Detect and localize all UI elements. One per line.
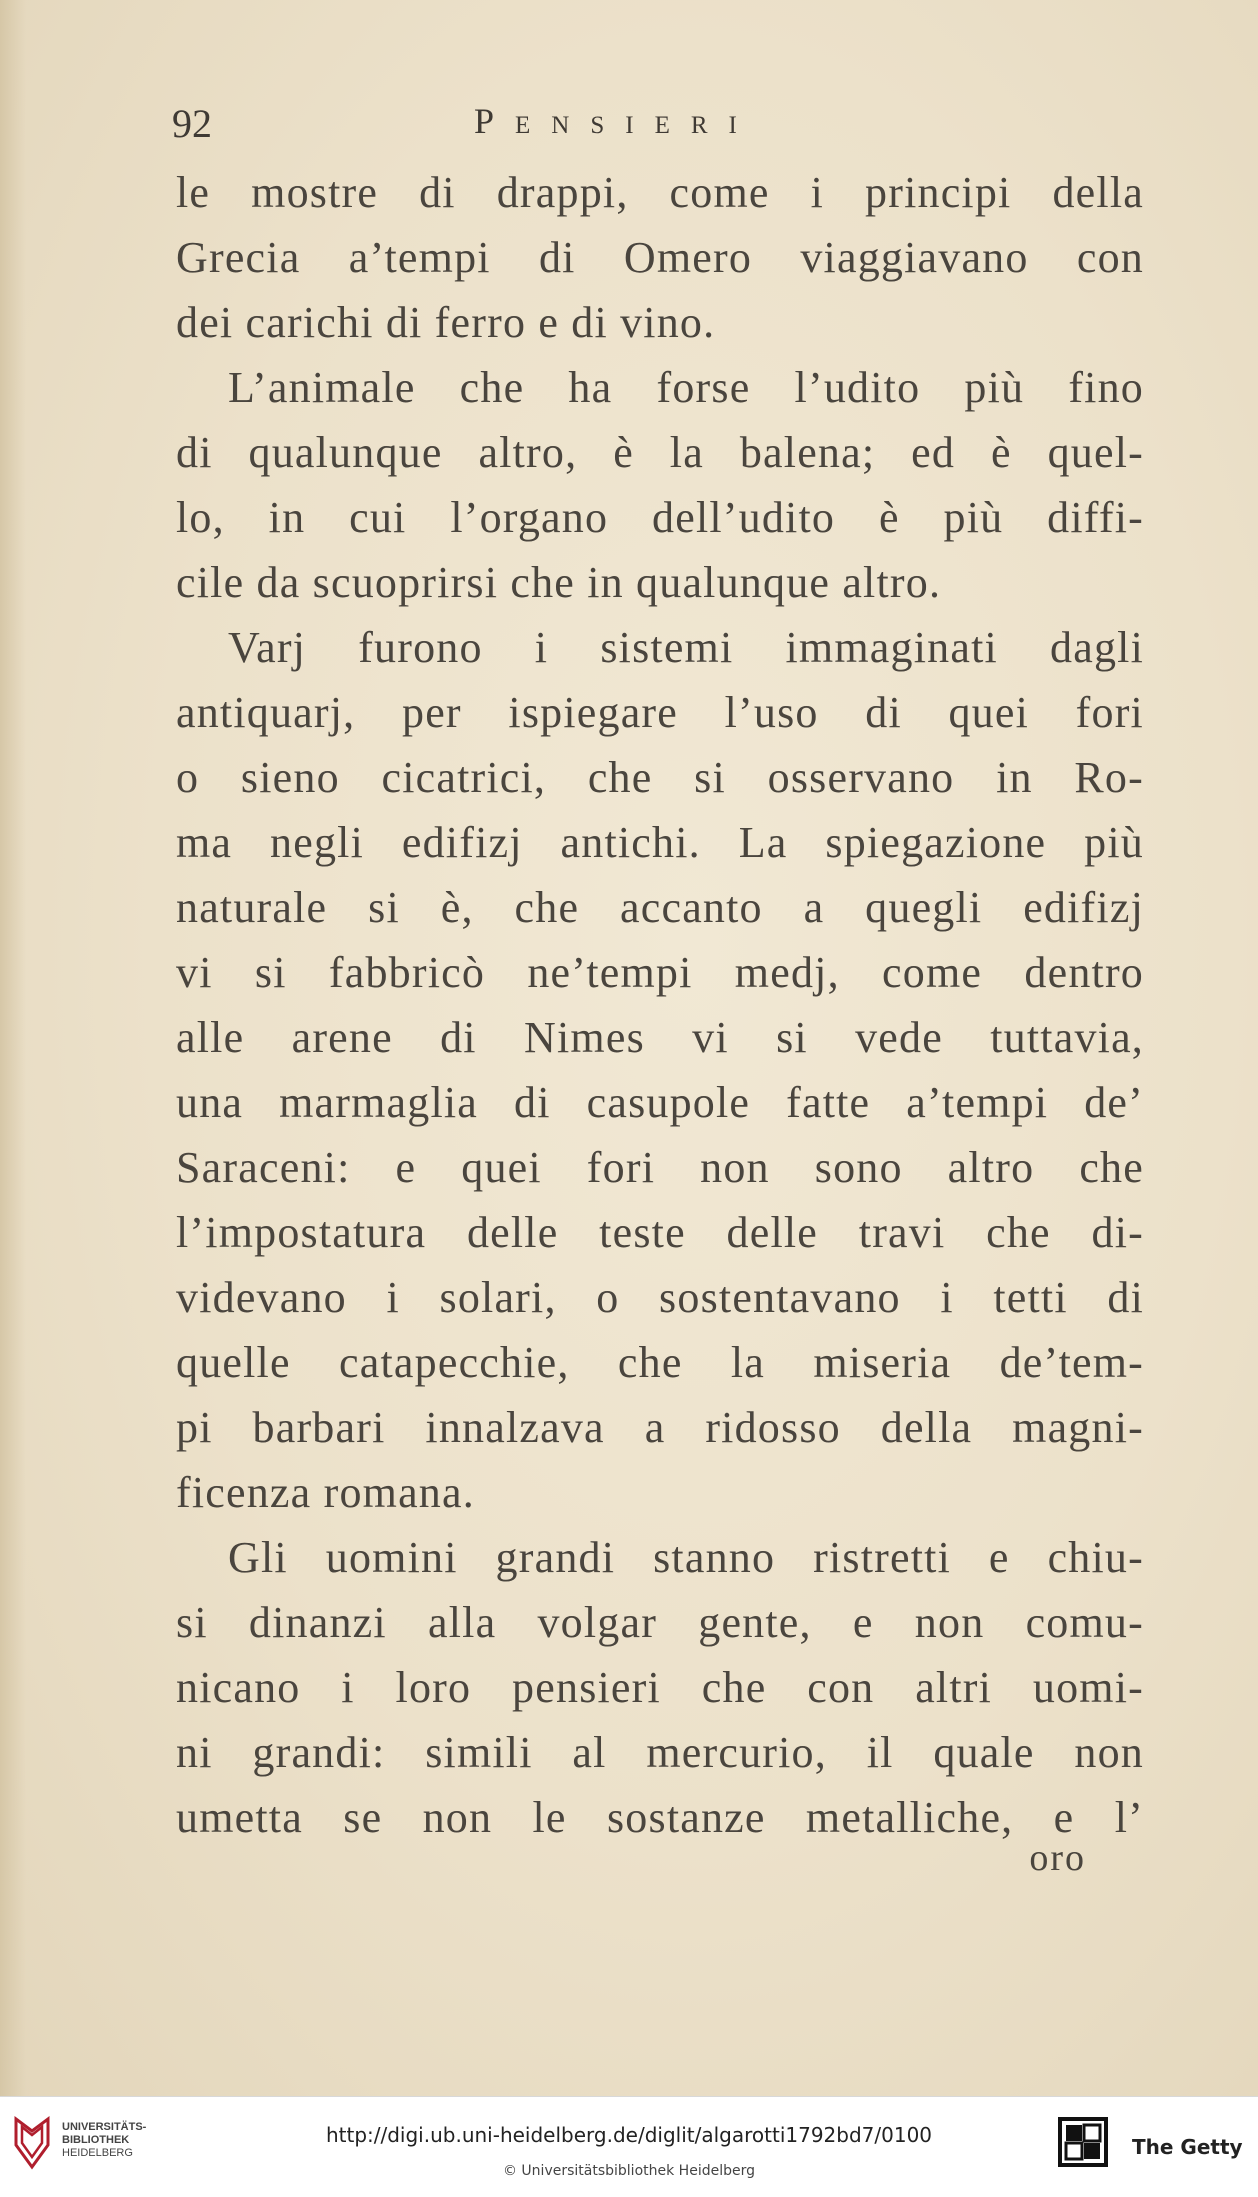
copyright-notice: © Universitätsbibliothek Heidelberg [502, 2163, 755, 2179]
text-line: si dinanzi alla volgar gente, e non comu- [176, 1598, 1144, 1647]
text-line: una marmaglia di casupole fatte a’tempi de’ [176, 1078, 1144, 1127]
page-header [172, 100, 1172, 150]
library-name-line-3: HEIDELBERG [62, 2147, 133, 2159]
text-line: cile da scuoprirsi che in qualunque altro. [176, 558, 942, 607]
text-line: nicano i loro pensieri che con altri uomi- [176, 1663, 1144, 1712]
footer-bar [0, 2096, 1258, 2197]
text-line: l’impostatura delle teste delle travi che di- [176, 1208, 1144, 1257]
body-text [176, 160, 1144, 1850]
library-name-line-2: BIBLIOTHEK [62, 2134, 130, 2146]
text-line: alle arene di Nimes vi si vede tuttavia, [176, 1013, 1144, 1062]
text-line: vi si fabbricò ne’tempi medj, come dentro [176, 948, 1144, 997]
text-line: o sieno cicatrici, che si osservano in Ro- [176, 753, 1144, 802]
text-line: Varj furono i sistemi immaginati dagli [228, 623, 1144, 672]
text-line: Saraceni: e quei fori non sono altro che [176, 1143, 1144, 1192]
text-line: quelle catapecchie, che la miseria de’tem- [176, 1338, 1144, 1387]
text-line: ficenza romana. [176, 1468, 475, 1517]
running-title: Pensieri [474, 101, 758, 141]
text-line: di qualunque altro, è la balena; ed è quel- [176, 428, 1144, 477]
permalink-url[interactable]: http://digi.ub.uni-heidelberg.de/diglit/algarotti1792bd7/0100 [325, 2123, 933, 2147]
text-line: lo, in cui l’organo dell’udito è più diffi- [176, 493, 1144, 542]
library-name-line-1: UNIVERSITÄTS- [62, 2121, 147, 2133]
getty-name: The Getty [1132, 2135, 1243, 2159]
text-line: naturale si è, che accanto a quegli edifizj [176, 883, 1144, 932]
catchword: oro [1029, 1837, 1086, 1879]
text-line: dei carichi di ferro e di vino. [176, 298, 716, 347]
text-line: le mostre di drappi, come i principi della [176, 168, 1144, 217]
text-line: ni grandi: simili al mercurio, il quale non [176, 1728, 1144, 1777]
text-line: antiquarj, per ispiegare l’uso di quei fori [176, 688, 1144, 737]
text-line: videvano i solari, o sostentavano i tetti di [176, 1273, 1144, 1322]
page-number: 92 [172, 101, 212, 146]
text-line: Gli uomini grandi stanno ristretti e chiu- [228, 1533, 1144, 1582]
text-line: L’animale che ha forse l’udito più fino [228, 363, 1144, 412]
text-line: umetta se non le sostanze metalliche, e l’ [176, 1793, 1144, 1842]
text-line: Grecia a’tempi di Omero viaggiavano con [176, 233, 1144, 282]
getty-logo-icon [1058, 2117, 1108, 2177]
text-line: pi barbari innalzava a ridosso della magni- [176, 1403, 1144, 1452]
text-line: ma negli edifizj antichi. La spiegazione più [176, 818, 1144, 867]
